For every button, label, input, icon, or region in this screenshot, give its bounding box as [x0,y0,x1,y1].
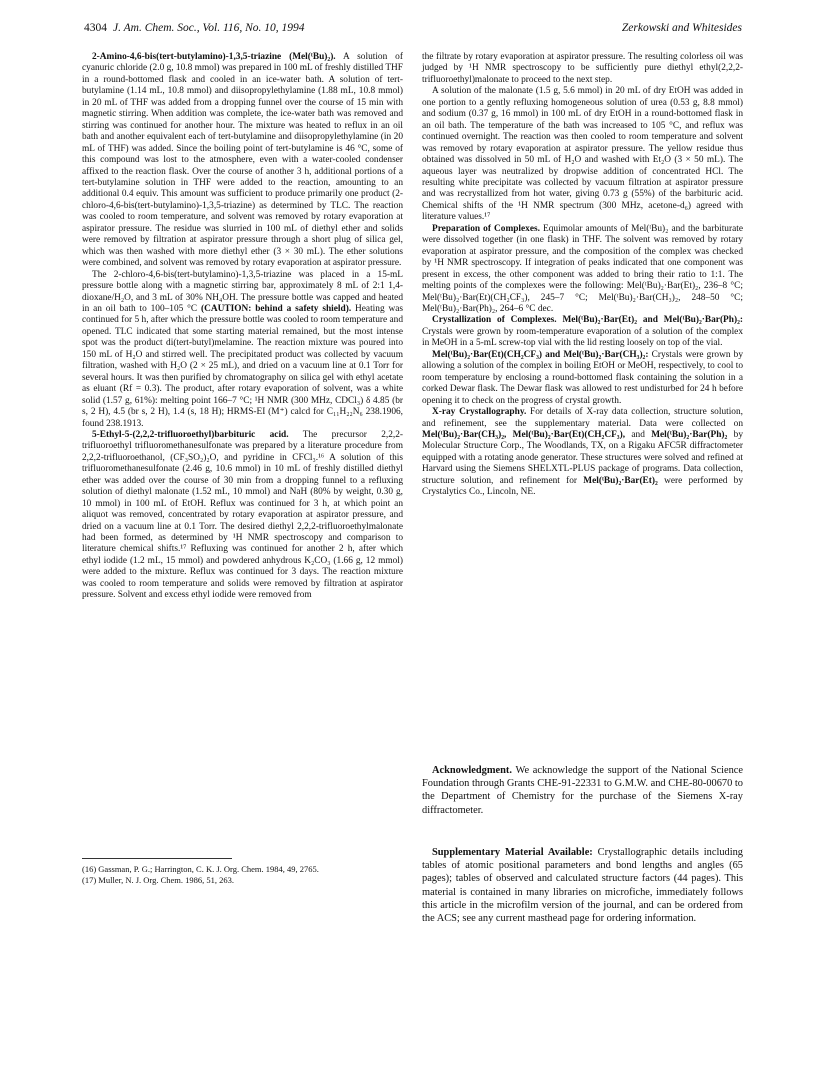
paragraph-crystallization [422,315,743,349]
paragraph-text: The precursor 2,2,2-trifluoroethyl trifluoromethanesulfonate was prepared by a literature procedure from 2,2,2-trifluoroethanol, (CF₃SO₂)₂O, and pyridine in CFCl₃.¹⁶ A solution of this trifluoromethanesulfonate (2.46 g, 10.6 mmol) in 10 mL of freshly distilled diethyl ether was added over the course of 30 min from a dropping funnel to a refluxing solution of diethyl malonate (1.52 mL, 10 mmol) and NaH (80% by weight, 0.30 g, 10 mmol) in 100 mL of EtOH. Reflux was continued for 3 h, at which point an aliquot was removed, concentrated by rotary evaporation at aspirator pressure, and dried on a vacuum line at 0.1 Torr. The desired diethyl 2,2,2-trifluoroethylmalonate had been formed, as determined by ¹H NMR spectroscopy and comparison to literature chemical shifts.¹⁷ Refluxing was continued for another 2 h, after which ethyl iodide (1.2 mL, 15 mmol) and powdered anhydrous K₂CO₃ (1.66 g, 12 mmol) were added to the mixture. Reflux was continued for 3 days. The reaction mixture was cooled to room temperature and solids were removed by filtration at aspirator pressure. Solvent and excess ethyl iodide were removed from [82,429,403,601]
paragraph-ammonolysis [82,270,403,430]
footnote-rule [82,858,232,859]
section-heading: Crystallization of Complexes. Mel(ᵗBu)₂·Bar(Et)₂ and Mel(ᵗBu)₂·Bar(Ph)₂: [432,315,743,326]
running-header [84,22,742,38]
paragraph-crystallization-2 [422,350,743,407]
compound-name: Mel(ᵗBu)₂·Bar(Et)₂ [583,475,658,486]
paragraph-xray [422,407,743,499]
paragraph-text: Heating was continued for 5 h, after which the pressure bottle was cooled to room temperature and opened. TLC indicated that some starting material remained, but the most intense spot was the product di(tert-butyl)melamine. The reaction mixture was poured into 150 mL of H₂O and stirred well. The precipitated product was collected by vacuum filtration, washed with H₂O (2 × 25 mL), and dried on a vacuum line at 0.1 Torr for several hours. It was then purified by chromatography on silica gel with ethyl acetate as eluant (Rf = 0.3). The product, after rotary evaporation of solvent, was a white solid (1.57 g, 61%): melting point 166–7 °C; ¹H NMR (300 MHz, CDCl₃) δ 4.85 (br s, 2 H), 4.5 (br s, 2 H), 1.4 (s, 18 H); HRMS-EI (M⁺) calcd for C₁₁H₂₂N₆ 238.1906, found 238.1913. [82,303,404,429]
paragraph-text: A solution of cyanuric chloride (2.0 g, 10.8 mmol) was prepared in 100 mL of freshly distilled THF in a round-bottomed flask and cooled in an ice-water bath. A solution of tert-butylamine (1.14 mL, 10.8 mmol) and diisopropylethylamine (1.88 mL, 10.8 mmol) in 20 mL of THF was added from a dropping funnel over the course of 15 min with magnetic stirring. When addition was complete, the ice-water bath was removed and stirring was continued for another hour. The mixture was heated to reflux in an oil bath and another equivalent each of tert-butylamine and diisopropylethylamine (in 20 mL of THF) was added. Since the boiling point of tert-butylamine is 46 °C, some of this compound was lost to the atmosphere, even with a water-cooled condenser affixed to the reaction flask. Over the course of another 3 h, additional portions of a tert-butylamine solution in THF were added to the reaction, amounting to an additional 0.4 equiv. This amount was sufficient to produce primarily one product (2-chloro-4,6-bis(tert-butylamino)-1,3,5-triazine) as determined by TLC. The reaction was cooled to room temperature, and solvent was removed by rotary evaporation at aspirator pressure. The residue was slurried in 100 mL of diethyl ether and solids were removed by filtration at aspirator pressure through a short plug of silica gel, which was then washed with more diethyl ether (3 × 30 mL). The ether solutions were combined, and solvent was removed by rotary evaporation at aspirator pressure. [82,52,403,269]
paragraph-text: were performed by Crystalytics Co., Lincoln, NE. [422,475,743,498]
section-heading: 5-Ethyl-5-(2,2,2-trifluoroethyl)barbituric acid. [92,429,289,440]
left-column [82,52,403,602]
paragraph-text: Equimolar amounts of Mel(ᵗBu)₂ and the barbiturate were dissolved together (in one flask) in THF. The solvent was removed by rotary evaporation at aspirator pressure, and the composition of the complex was checked by ¹H NMR spectroscopy. If integration of peaks indicated that one component was present in excess, the other component was added to bring their ratio to 1:1. The melting points of the complexes were the following: Mel(ᵗBu)₂·Bar(Et)₂, 236–8 °C; Mel(ᵗBu)₂·Bar(Et)(CH₂CF₃), 245–7 °C; Mel(ᵗBu)₂·Bar(CH₃)₂, 248–50 °C; Mel(ᵗBu)₂·Bar(Ph)₂, 264–6 °C dec. [422,223,743,314]
header-left [84,22,305,34]
acknowledgment-text: We acknowledge the support of the National Science Foundation through Grants CHE-91-22331 to G.M.W. and CHE-80-00670 to the Department of Chemistry for the purchase of the Siemens X-ray diffractometer. [422,765,743,816]
supplementary-material [422,846,743,925]
acknowledgment [422,764,743,817]
paragraph-text: and [625,429,652,440]
acknowledgment-title: Acknowledgment. [432,765,512,776]
section-heading: Preparation of Complexes. [432,223,540,234]
journal-citation: J. Am. Chem. Soc., Vol. 116, No. 10, 1994 [113,22,305,34]
supplementary-text: Crystallographic details including tables of atomic positional parameters and bond lengths and angles (65 pages); tables of observed and calculated structure factors (44 pages). This material is contained in many libraries on microfiche, immediately follows this article in the microfilm version of the journal, and can be ordered from the ACS; see any current masthead page for ordering information. [422,847,743,925]
supplementary-paragraph [422,846,743,925]
paragraph-text: Crystals were grown by room-temperature evaporation of a solution of the complex in MeOH in a 5-mL screw-top vial with the lid resting loosely on top of the vial. [422,326,743,349]
paragraph-text: by Molecular Structure Corp., The Woodlands, TX, on a Rigaku AFC5R diffractometer equipped with a rotating anode generator. These structures were solved and refined at Harvard using the Siemens SHELXTL-PLUS package of programs. Data collection, structure solution, and refinement for [422,429,743,486]
section-heading: X-ray Crystallography. [432,407,527,418]
header-authors: Zerkowski and Whitesides [621,22,742,34]
section-heading: Mel(ᵗBu)₂·Bar(Et)(CH₂CF₃) and Mel(ᵗBu)₂·Bar(CH₃)₂: [432,349,649,360]
paragraph-text: Crystals were grown by allowing a solution of the complex in boiling EtOH or MeOH, respectively, to cool to room temperature by enclosing a round-bottomed flask containing the solution in a corked Dewar flask. The Dewar flask was allowed to rest undisturbed for 24 h before opening it to check on the progress of crystal growth. [422,349,743,406]
paragraph-barbituric-synthesis [82,430,403,602]
supplementary-title: Supplementary Material Available: [432,847,593,858]
acknowledgment-paragraph [422,764,743,817]
caution-note: (CAUTION: behind a safety shield). [201,303,352,314]
compound-name: Mel(ᵗBu)₂·Bar(Ph)₂ [651,429,728,440]
paragraph-continuation: the filtrate by rotary evaporation at aspirator pressure. The resulting colorless oil was judged by ¹H NMR spectroscopy to be sufficiently pure diethyl ethyl(2,2,2-trifluoroethyl)malonate to proceed to the next step. [422,52,743,85]
paragraph-complexes [422,224,743,316]
paragraph-text: The 2-chloro-4,6-bis(tert-butylamino)-1,3,5-triazine was placed in a 15-mL pressure bottle along with a magnetic stirring bar, approximately 8 mL of 2:1 1,4-dioxane/H₂O, and 3 mL of 30% NH₄OH. The pressure bottle was capped and heated in an oil bath to 100–105 °C [82,269,403,314]
footnote-17: (17) Muller, N. J. Org. Chem. 1986, 51, 263. [82,874,235,885]
paragraph-text: For details of X-ray data collection, structure solution, and refinement, see the supplementary material. Data were collected on [422,407,743,429]
page-number: 4304 [84,22,107,34]
right-column [422,52,743,499]
footnotes [82,864,403,885]
footnote-16: (16) Gassman, P. G.; Harrington, C. K. J. Org. Chem. 1984, 49, 2765. [82,864,319,874]
compound-name: Mel(ᵗBu)₂·Bar(CH₃)₂, Mel(ᵗBu)₂·Bar(Et)(CH₂CF₃), [422,429,626,440]
paragraph-malonate: A solution of the malonate (1.5 g, 5.6 mmol) in 20 mL of dry EtOH was added in one portion to a gently refluxing homogeneous solution of urea (0.53 g, 8.8 mmol) and sodium (0.37 g, 16 mmol) in 100 mL of dry EtOH in a round-bottomed flask in an oil bath. The temperature of the bath was increased to 105 °C, and reflux was continued overnight. The reaction was then cooled to room temperature and solvent was removed by rotary evaporation at aspirator pressure. The yellow residue thus obtained was dissolved in 50 mL of H₂O and washed with Et₂O (3 × 50 mL). The aqueous layer was neutralized by dropwise addition of concentrated HCl. The resulting white precipitate was collected by vacuum filtration at aspirator pressure and was recrystallized from hot water, giving 0.73 g (55%) of the barbituric acid. Chemical shifts of the ¹H NMR spectrum (300 MHz, acetone-d₆) agreed with literature values.¹⁷ [422,86,743,223]
paragraph-melamine-synthesis [82,52,403,270]
section-heading: 2-Amino-4,6-bis(tert-butylamino)-1,3,5-triazine (Mel(ᵗBu)₂). [92,52,336,62]
